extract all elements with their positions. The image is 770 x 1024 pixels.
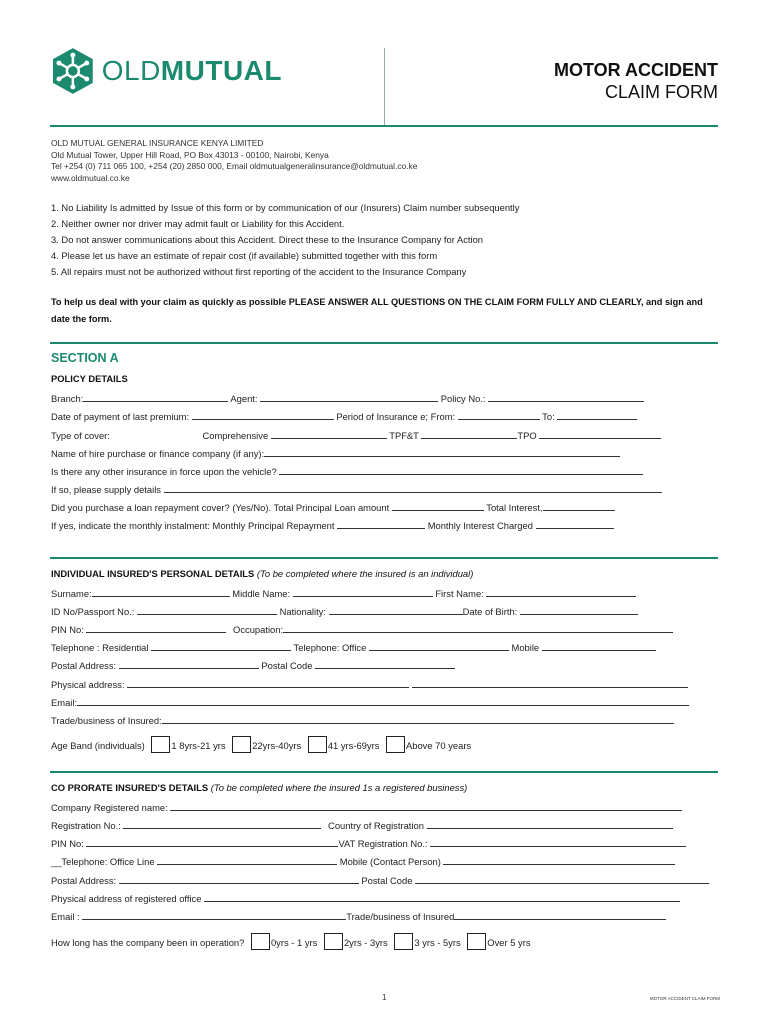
individual-row-pin: PIN No: Occupation:	[51, 622, 673, 635]
individual-row-postal: Postal Address: Postal Code	[51, 658, 455, 671]
corporate-row-name: Company Registered name:	[51, 800, 682, 813]
policy-row-details: If so, please supply details	[51, 482, 662, 495]
age-checkbox-70-plus[interactable]	[386, 736, 405, 753]
policy-details-heading: POLICY DETAILS	[51, 373, 128, 384]
other-insurance-field[interactable]	[279, 464, 643, 475]
section-a-rule	[50, 342, 718, 344]
individual-row-phone: Telephone : Residential Telephone: Office Mobile	[51, 640, 656, 653]
header-rule	[50, 125, 718, 127]
help-instructions: To help us deal with your claim as quickly as possible PLEASE ANSWER ALL QUESTIONS ON THE CLAIM FORM FULLY AND CLEARLY, and sign and date the form.	[51, 297, 703, 324]
id-passport-field[interactable]	[137, 604, 277, 615]
monthly-interest-field[interactable]	[536, 518, 614, 529]
individual-row-physical: Physical address:	[51, 677, 688, 690]
corporate-heading: CO PRORATE INSURED'S DETAILS (To be completed where the insured 1s a registered business)	[51, 782, 468, 793]
operation-checkbox-over-5[interactable]	[467, 933, 486, 950]
vat-no-field[interactable]	[430, 836, 686, 847]
policy-row-instalment: If yes, indicate the monthly instalment: Monthly Principal Repayment Monthly Interest Charged	[51, 518, 614, 531]
tel-residential-field[interactable]	[151, 640, 291, 651]
branch-field[interactable]	[83, 391, 228, 402]
operation-checkbox-2-3[interactable]	[324, 933, 343, 950]
age-checkbox-18-21[interactable]	[151, 736, 170, 753]
logo-wordmark: OLDMUTUAL	[101, 55, 282, 86]
corporate-row-email: Email : Trade/business of Insured	[51, 909, 666, 922]
tpft-field[interactable]	[421, 428, 517, 439]
corporate-postal-code-field[interactable]	[415, 873, 709, 884]
corporate-email-field[interactable]	[82, 909, 346, 920]
email-field[interactable]	[77, 695, 689, 706]
corporate-row-reg: Registration No.: Country of Registration	[51, 818, 673, 831]
hire-purchase-field[interactable]	[264, 446, 620, 457]
mobile-field[interactable]	[542, 640, 656, 651]
postal-code-field[interactable]	[315, 658, 455, 669]
registration-no-field[interactable]	[123, 818, 321, 829]
first-name-field[interactable]	[486, 586, 636, 597]
surname-field[interactable]	[92, 586, 230, 597]
notice-item: 5. All repairs must not be authorized without first reporting of the accident to the Insurance Company	[51, 266, 467, 277]
pin-field[interactable]	[86, 622, 226, 633]
notice-item: 3. Do not answer communications about this Accident. Direct these to the Insurance Company for Action	[51, 234, 483, 245]
form-title: MOTOR ACCIDENT	[554, 60, 718, 80]
age-checkbox-22-40[interactable]	[232, 736, 251, 753]
total-interest-field[interactable]	[543, 500, 615, 511]
notice-item: 2. Neither owner nor driver may admit fault or Liability for this Accident.	[51, 218, 345, 229]
tel-office-field[interactable]	[369, 640, 509, 651]
corporate-row-phone: __Telephone: Office Line Mobile (Contact Person)	[51, 854, 675, 867]
individual-rule	[50, 557, 718, 559]
section-a-title: SECTION A	[51, 351, 119, 365]
old-mutual-logo	[50, 46, 282, 96]
physical-address-field-2[interactable]	[412, 677, 688, 688]
form-subtitle: CLAIM FORM	[604, 82, 718, 102]
company-contact: Tel +254 (0) 711 065 100, +254 (20) 2850 000, Email oldmutualgeneralinsurance@oldmutual.co.ke	[51, 161, 418, 171]
period-to-field[interactable]	[557, 409, 637, 420]
monthly-principal-field[interactable]	[337, 518, 425, 529]
individual-row-names: Surname: Middle Name: First Name:	[51, 586, 636, 599]
individual-row-trade: Trade/business of Insured:	[51, 713, 674, 726]
old-mutual-emblem-icon	[50, 47, 96, 95]
corporate-row-pin: PIN No: VAT Registration No.:	[51, 836, 686, 849]
postal-address-field[interactable]	[119, 658, 259, 669]
middle-name-field[interactable]	[293, 586, 433, 597]
policy-row-branch: Branch: Agent: Policy No.:	[51, 391, 644, 404]
page-number: 1	[382, 993, 387, 1002]
corporate-trade-field[interactable]	[454, 909, 666, 920]
supply-details-field[interactable]	[164, 482, 662, 493]
corporate-rule	[50, 771, 718, 773]
individual-heading: INDIVIDUAL INSURED'S PERSONAL DETAILS (To be completed where the insured is an individual)	[51, 568, 474, 579]
corporate-postal-address-field[interactable]	[119, 873, 359, 884]
company-name-field[interactable]	[170, 800, 682, 811]
policy-no-field[interactable]	[488, 391, 644, 402]
company-website: www.oldmutual.co.ke	[51, 172, 130, 183]
trade-field[interactable]	[162, 713, 674, 724]
operation-checkbox-3-5[interactable]	[394, 933, 413, 950]
policy-row-hire: Name of hire purchase or finance company (if any):	[51, 446, 620, 459]
physical-address-field[interactable]	[127, 677, 409, 688]
date-of-birth-field[interactable]	[520, 604, 638, 615]
comprehensive-field[interactable]	[271, 428, 387, 439]
individual-row-email: Email:	[51, 695, 689, 708]
last-premium-date-field[interactable]	[192, 409, 334, 420]
corporate-pin-field[interactable]	[86, 836, 338, 847]
corporate-row-postal: Postal Address: Postal Code	[51, 873, 709, 886]
occupation-field[interactable]	[283, 622, 673, 633]
policy-row-loan: Did you purchase a loan repayment cover? (Yes/No). Total Principal Loan amount Total Interest,	[51, 500, 615, 513]
operation-checkbox-0-1[interactable]	[251, 933, 270, 950]
company-info	[51, 138, 417, 184]
notice-list	[51, 200, 519, 280]
corporate-row-operation: How long has the company been in operation? 0yrs - 1 yrs 2yrs - 3yrs 3 yrs - 5yrs Over 5 yrs	[51, 933, 531, 950]
tpo-field[interactable]	[539, 428, 661, 439]
policy-row-other: Is there any other insurance in force upon the vehicle?	[51, 464, 643, 477]
notice-item: 1. No Liability Is admitted by Issue of this form or by communication of our (Insurers) Claim number subsequently	[51, 202, 520, 213]
office-line-field[interactable]	[157, 854, 337, 865]
individual-row-age: Age Band (individuals) 1 8yrs-21 yrs 22yrs-40yrs 41 yrs-69yrs Above 70 years	[51, 736, 471, 753]
company-address: Old Mutual Tower, Upper Hill Road, PO Box 43013 - 00100, Nairobi, Kenya	[51, 149, 329, 160]
footer-form-name: MOTOR ACCIDENT CLAIM FORM	[649, 996, 720, 1001]
header-divider	[384, 48, 385, 126]
registered-office-field[interactable]	[204, 891, 680, 902]
period-from-field[interactable]	[458, 409, 540, 420]
company-name: OLD MUTUAL GENERAL INSURANCE KENYA LIMITED	[51, 138, 264, 148]
policy-row-cover: Type of cover: Comprehensive TPF&T TPO	[51, 428, 661, 441]
agent-field[interactable]	[260, 391, 438, 402]
corporate-row-physical: Physical address of registered office	[51, 891, 680, 904]
nationality-field[interactable]	[329, 604, 463, 615]
age-checkbox-41-69[interactable]	[308, 736, 327, 753]
contact-mobile-field[interactable]	[443, 854, 675, 865]
country-registration-field[interactable]	[427, 818, 673, 829]
notice-item: 4. Please let us have an estimate of repair cost (if available) submitted together with this form	[51, 250, 438, 261]
individual-row-id: ID No/Passport No.: Nationality: Date of Birth:	[51, 604, 638, 617]
loan-amount-field[interactable]	[392, 500, 484, 511]
policy-row-premium: Date of payment of last premium: Period of Insurance e; From: To:	[51, 409, 637, 422]
